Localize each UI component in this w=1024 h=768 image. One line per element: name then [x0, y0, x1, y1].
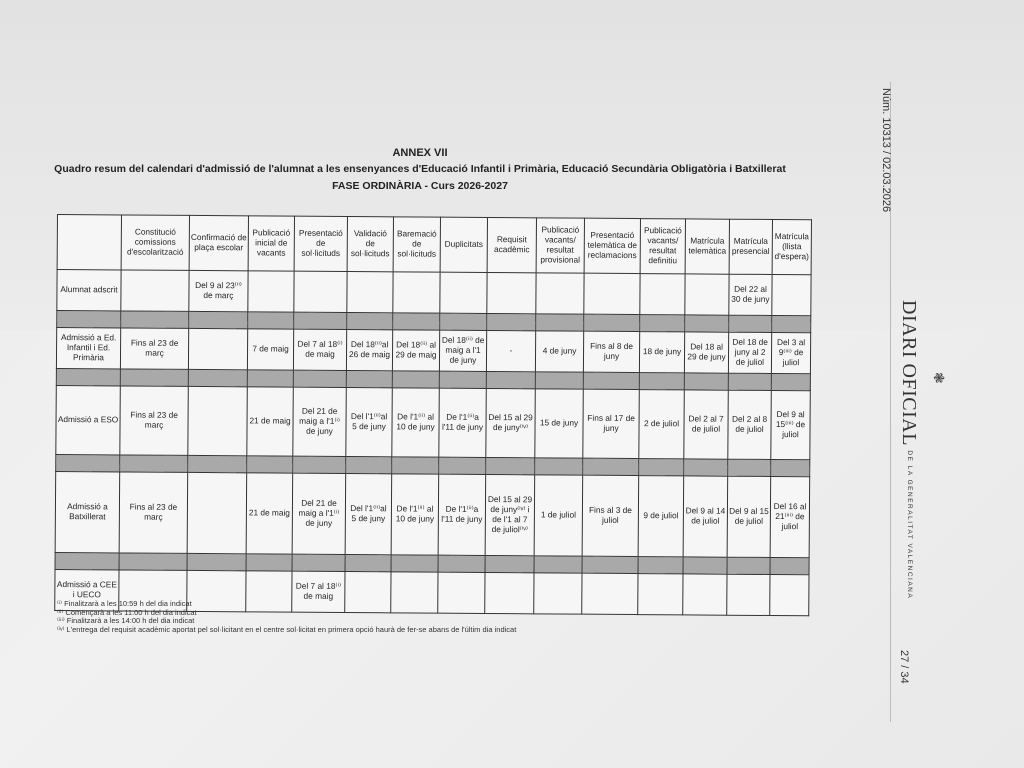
table-cell [584, 273, 640, 314]
table-cell: De l'1⁽ⁱⁱ⁾a l'11 de juny [438, 474, 486, 555]
header-cell: Confirmació de plaça escolar [189, 215, 248, 270]
table-cell: Del 21 de maig a l'1⁽ⁱ⁾ de juny [292, 473, 346, 554]
table-cell [487, 273, 536, 314]
table-cell: 21 de maig [246, 473, 293, 554]
header-cell: Duplicitats [440, 217, 487, 272]
header-cell: Matrícula (llista d'espera) [772, 219, 811, 274]
table-cell [638, 574, 683, 615]
header-cell: Matrícula presencial [729, 219, 772, 274]
header-cell: Matrícula telemàtica [685, 219, 729, 274]
table-cell: Del 18 de juny al 2 de juliol [728, 332, 771, 373]
table-cell: Del 15 al 29 de juny⁽ⁱᵛ⁾ i de l'1 al 7 de juliol⁽ⁱᵛ⁾ [485, 474, 535, 555]
table-cell: 9 de juliol [638, 476, 684, 557]
table-cell [248, 271, 294, 312]
table-cell: Fins al 23 de març [120, 328, 188, 369]
footnote: ⁽ⁱᵛ⁾ L'entrega del requisit acadèmic aportat pel sol·licitant en el centre sol·licitat en primera opció haurà de fer-se abans de l'últim dia indicat [57, 624, 517, 634]
table-cell: Fins al 23 de març [120, 386, 188, 455]
footnote: ⁽ⁱⁱⁱ⁾ Finalitzarà a les 14:00 h del dia indicat [57, 616, 195, 625]
table-cell: Del 7 al 18⁽ⁱ⁾ de maig [293, 329, 346, 370]
header-row [57, 215, 811, 275]
table-cell: De l'1⁽ⁱⁱ⁾ al 10 de juny [391, 474, 439, 555]
table-row [55, 471, 810, 557]
table-cell: Del 16 al 21⁽ⁱⁱⁱ⁾ de juliol [770, 476, 810, 557]
row-label: Admissió a Batxillerat [55, 471, 120, 552]
table-row [57, 270, 811, 316]
table-cell: 2 de juliol [639, 390, 684, 459]
table-cell: Del 18 al 29 de juny [684, 332, 728, 373]
table-cell: Del l'1⁽ⁱⁱ⁾al 5 de juny [346, 388, 392, 457]
header-cell: Baremació de sol·licituds [393, 217, 440, 272]
table-cell: Del 9 al 14 de juliol [683, 476, 728, 557]
table-cell: Del 9 al 23⁽ⁱⁱ⁾ de març [189, 270, 248, 311]
table-cell: Del l'1⁽ⁱⁱ⁾al 5 de juny [345, 474, 392, 555]
table-cell: Del 21 de maig a l'1⁽ⁱ⁾ de juny [293, 387, 346, 456]
table-cell: - [486, 331, 535, 372]
footnote: ⁽ⁱ⁾ Finalitzarà a les 10:59 h del dia indicat [57, 599, 192, 608]
table-cell: 15 de juny [535, 389, 583, 458]
table-cell: De l'1⁽ⁱⁱ⁾a l'11 de juny [439, 388, 486, 457]
admission-calendar-table [54, 214, 812, 616]
row-label: Admissió a ESO [56, 385, 120, 454]
table-cell: 7 de maig [247, 329, 293, 370]
table-cell: Fins al 3 de juliol [582, 475, 639, 556]
table-cell [440, 272, 487, 313]
table-cell [393, 272, 440, 313]
table-cell [536, 273, 584, 314]
table-cell [772, 274, 811, 315]
table-cell [187, 472, 247, 553]
phase-subtitle: FASE ORDINÀRIA - Curs 2026-2027 [332, 180, 508, 192]
table-cell: Del 3 al 9⁽ⁱⁱⁱ⁾ de juliol [771, 332, 810, 373]
header-cell: Constitució comissions d'escolarització [121, 215, 189, 270]
header-cell: Publicació inicial de vacants [248, 216, 294, 271]
brand-title: DIARI OFICIAL [898, 300, 920, 446]
footnote: ⁽ⁱⁱ⁾ Començarà a les 11:00 h del dia indicat [57, 607, 197, 617]
table-cell: Del 18⁽ⁱⁱ⁾ de maig a l'1 de juny [439, 330, 486, 371]
table-cell: Del 9 al 15 de juliol [727, 476, 771, 557]
table-cell [770, 574, 809, 615]
table-cell: Del 18⁽ⁱⁱ⁾ al 29 de maig [392, 330, 439, 371]
table-cell [683, 574, 727, 615]
row-label: Alumnat adscrit [57, 270, 121, 311]
document-title: Quadro resum del calendari d'admissió de l'alumnat a les ensenyances d'Educació Infantil i Primària, Educació Secundària Obligatòria i Batxillerat [54, 163, 786, 175]
page-number: 27 / 34 [898, 650, 910, 684]
table-cell: 4 de juny [535, 331, 583, 372]
header-cell: Publicació vacants/ resultat definitiu [640, 219, 685, 274]
header-cell: Validació de sol·licituds [347, 217, 393, 272]
table-cell: 1 de juliol [534, 475, 583, 556]
table-cell [727, 574, 770, 615]
table-cell: Del 7 al 18⁽ⁱ⁾ de maig [292, 571, 345, 612]
table-cell: 18 de juny [639, 332, 684, 373]
table-row [56, 385, 810, 459]
table-cell: 21 de maig [247, 387, 293, 456]
table-cell [582, 573, 638, 614]
table-row [56, 328, 810, 374]
table-cell: Del 2 al 7 de juliol [684, 390, 728, 459]
table-cell: Del 15 al 29 de juny⁽ⁱᵛ⁾ [486, 389, 535, 458]
annex-heading: ANNEX VII [392, 147, 448, 159]
header-cell: Presentació telemàtica de reclamacions [584, 218, 640, 273]
publication-brand [897, 300, 920, 599]
table-cell: Del 18⁽ⁱⁱ⁾al 26 de maig [346, 330, 392, 371]
table-cell: Del 9 al 15⁽ⁱⁱⁱ⁾ de juliol [771, 390, 810, 459]
header-cell: Publicació vacants/ resultat provisional [536, 218, 584, 273]
table-cell [188, 328, 247, 369]
footnotes [57, 600, 516, 634]
table-cell: Fins al 8 de juny [583, 331, 639, 372]
table-cell [347, 272, 393, 313]
table-cell: Del 22 al 30 de juny [729, 274, 772, 315]
table-cell: Del 2 al 8 de juliol [728, 390, 771, 459]
table-cell [685, 274, 729, 315]
table-cell: Fins al 17 de juny [583, 389, 639, 458]
header-cell: Presentació de sol·licituds [294, 216, 347, 271]
row-label: Admissió a Ed. Infantil i Ed. Primària [56, 328, 120, 369]
bat-emblem-icon: ❃ [931, 372, 947, 384]
table-cell [294, 271, 347, 312]
header-cell: Requisit acadèmic [487, 218, 536, 273]
brand-subtitle: DE LA GENERALITAT VALENCIANA [906, 450, 913, 600]
table-cell: Fins al 23 de març [119, 472, 188, 553]
table-cell [188, 386, 247, 455]
header-cell [57, 215, 121, 270]
issue-number: Núm. 10313 / 02.03.2026 [880, 88, 892, 213]
table-cell: De l'1⁽ⁱⁱ⁾ al 10 de juny [392, 388, 439, 457]
table-cell [640, 274, 685, 315]
row-label: Admissió a CEE i UECO [55, 569, 119, 610]
table-cell [121, 270, 189, 311]
table-cell [534, 573, 582, 614]
